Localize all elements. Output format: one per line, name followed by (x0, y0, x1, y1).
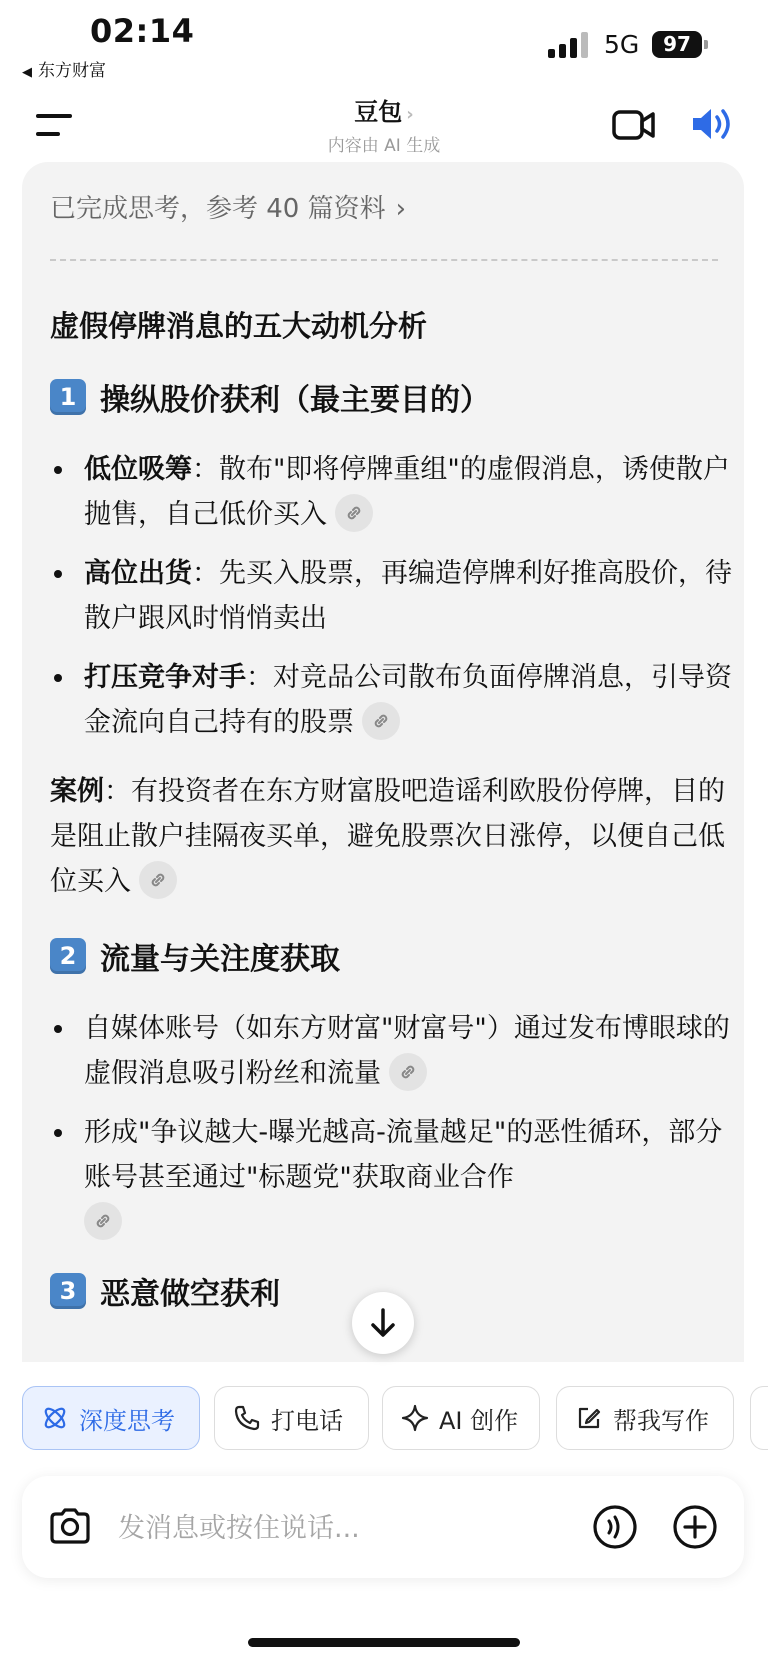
message-input-bar (22, 1476, 744, 1578)
atom-icon (41, 1404, 69, 1432)
quick-action-chips (0, 1386, 768, 1454)
camera-icon[interactable] (48, 1504, 92, 1548)
back-triangle-icon: ◀ (22, 65, 32, 80)
deep-think-chip[interactable] (22, 1386, 200, 1450)
phone-call-chip[interactable] (214, 1386, 369, 1450)
edit-icon (575, 1404, 603, 1432)
chat-title: 豆包 (354, 98, 403, 126)
battery-tip (704, 40, 708, 49)
chip-label: AI 创作 (439, 1406, 519, 1435)
bullet-list (50, 447, 740, 745)
phone-icon (233, 1404, 261, 1432)
bullet-text: ：先买入股票，再编造停牌利好推高股价，待散户跟风时悄悄卖出 (84, 558, 732, 634)
chevron-right-icon: › (406, 104, 414, 125)
signal-icon (548, 32, 590, 58)
status-time: 02:14 (90, 12, 195, 50)
assistant-message-card (22, 162, 744, 1362)
number-badge-icon: 2 (50, 938, 86, 974)
source-link-icon[interactable] (362, 702, 400, 740)
voice-call-icon[interactable] (592, 1504, 638, 1550)
section-heading (50, 934, 740, 978)
list-item (50, 447, 740, 537)
list-item (50, 1006, 740, 1096)
more-chip[interactable] (750, 1386, 768, 1450)
chat-header (0, 86, 768, 160)
list-item (50, 655, 740, 745)
message-input[interactable]: 发消息或按住说话... (118, 1513, 360, 1544)
scroll-to-bottom-button[interactable] (352, 1292, 414, 1354)
network-type: 5G (604, 30, 640, 59)
section-heading-text: 操纵股价获利（最主要目的） (100, 383, 490, 418)
list-item (50, 551, 740, 641)
chat-subtitle: 内容由 AI 生成 (327, 136, 441, 156)
source-link-icon[interactable] (84, 1202, 122, 1240)
sparkle-icon (401, 1404, 429, 1432)
arrow-down-icon (369, 1307, 397, 1339)
bullet-list (50, 1006, 740, 1245)
number-badge-icon: 1 (50, 379, 86, 415)
bullet-bold-label: 打压竞争对手 (84, 662, 246, 693)
home-indicator[interactable] (248, 1638, 520, 1647)
thinking-summary-text: 已完成思考，参考 40 篇资料 (50, 194, 386, 224)
list-item (50, 1110, 740, 1245)
bullet-text: ：对竞品公司散布负面停牌消息，引导资金流向自己持有的股票 (84, 662, 732, 738)
case-text: ：有投资者在东方财富股吧造谣利欧股份停牌，目的是阻止散户挂隔夜买单，避免股票次日涨停，以便自己低位买入 (50, 776, 725, 897)
section-heading-text: 恶意做空获利 (100, 1277, 280, 1312)
bullet-text: ：散布"即将停牌重组"的虚假消息，诱使散户抛售，自己低价买入 (84, 454, 730, 530)
case-label: 案例 (50, 776, 104, 807)
section-heading (50, 375, 740, 419)
chip-label: 帮我写作 (613, 1406, 709, 1435)
chip-label: 深度思考 (79, 1406, 175, 1435)
back-to-app-link[interactable] (22, 56, 106, 81)
source-link-icon[interactable] (389, 1053, 427, 1091)
back-app-label: 东方财富 (38, 61, 106, 81)
speaker-icon[interactable] (690, 104, 734, 144)
ai-create-chip[interactable] (382, 1386, 540, 1450)
add-icon[interactable] (672, 1504, 718, 1550)
message-title: 虚假停牌消息的五大动机分析 (50, 309, 428, 343)
status-bar (0, 0, 768, 86)
bullet-bold-label: 低位吸筹 (84, 454, 192, 485)
thinking-summary[interactable] (50, 188, 406, 225)
case-paragraph (50, 769, 740, 904)
dashed-divider (50, 259, 718, 261)
bullet-bold-label: 高位出货 (84, 558, 192, 589)
source-link-icon[interactable] (335, 494, 373, 532)
help-write-chip[interactable] (556, 1386, 734, 1450)
chip-label: 打电话 (271, 1406, 343, 1435)
chevron-right-icon: › (395, 194, 407, 224)
bullet-text: 自媒体账号（如东方财富"财富号"）通过发布博眼球的虚假消息吸引粉丝和流量 (84, 1013, 730, 1089)
section-heading-text: 流量与关注度获取 (100, 942, 340, 977)
message-content (50, 282, 740, 1341)
battery-icon: 97 (652, 31, 702, 58)
video-call-icon[interactable] (612, 108, 656, 142)
bullet-text: 形成"争议越大-曝光越高-流量越足"的恶性循环，部分账号甚至通过"标题党"获取商业合作 (84, 1117, 723, 1193)
source-link-icon[interactable] (139, 861, 177, 899)
number-badge-icon: 3 (50, 1273, 86, 1309)
